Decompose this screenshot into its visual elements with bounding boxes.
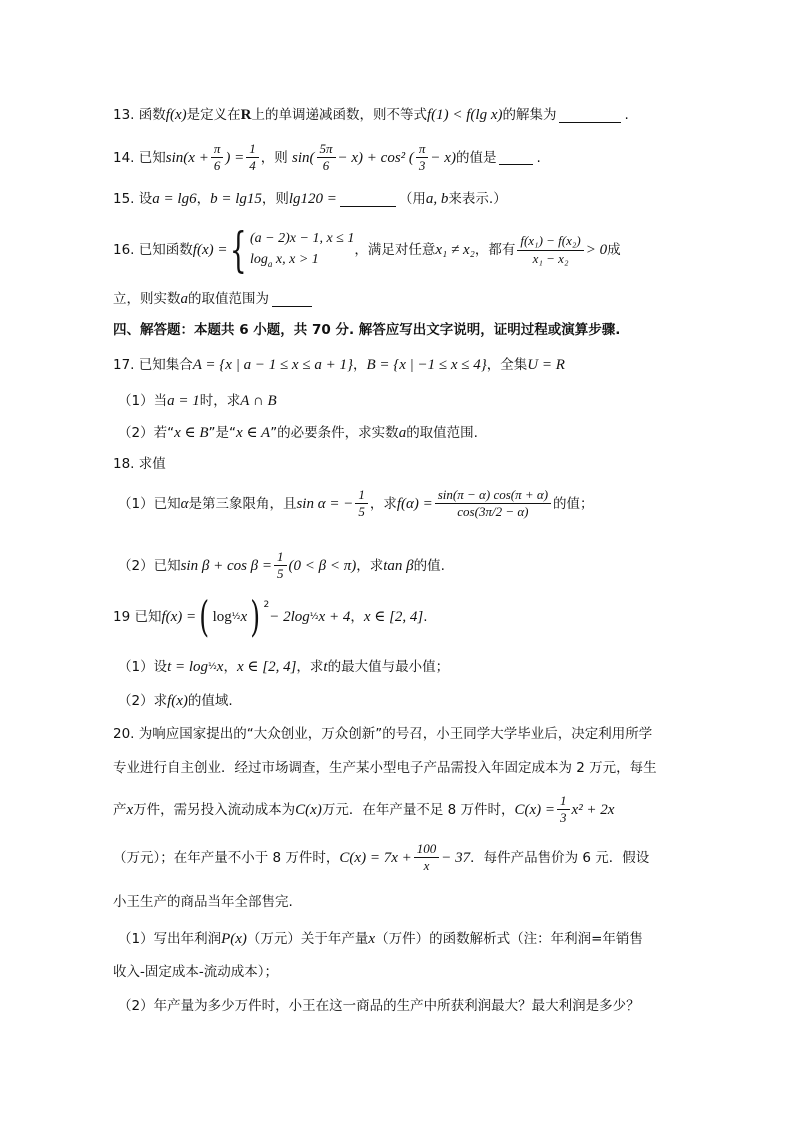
math-expr: sin β + cos β =	[180, 557, 273, 574]
math-expr: f(x) =	[192, 242, 228, 258]
math-expr: x	[126, 801, 134, 818]
math-expr: x² + 2x	[571, 801, 615, 818]
text: 设	[138, 190, 153, 207]
text: .	[624, 106, 629, 123]
case-2-rest: x, x > 1	[272, 251, 319, 267]
text: （1）当	[118, 392, 168, 409]
math-expr: t	[323, 659, 328, 675]
denominator: 5	[358, 504, 365, 520]
text: ，	[350, 608, 364, 625]
math-expr: > 0	[585, 242, 608, 258]
log-label: log	[250, 251, 268, 267]
question-19-part2	[118, 692, 233, 710]
text: 立，则实数	[113, 290, 181, 307]
numerator: π	[211, 142, 224, 158]
fraction	[274, 550, 287, 582]
text: 20. 为响应国家提出的“大众创业，万众创新”的号召，小王同学大学毕业后，决定利用所学	[113, 726, 653, 742]
answer-blank[interactable]	[499, 150, 533, 165]
question-18-part2	[118, 550, 445, 582]
text: 是第三象限角，且	[188, 495, 297, 512]
numerator: sin(π − α) cos(π + α)	[435, 488, 551, 504]
text: .	[423, 608, 428, 625]
text: （万元）关于年产量	[246, 930, 369, 947]
math-expr: x ∈ [2, 4]	[363, 609, 424, 625]
numerator: π	[416, 142, 429, 158]
math-expr: A ∩ B	[240, 393, 277, 409]
fraction	[416, 142, 429, 174]
question-16	[113, 222, 621, 278]
question-20-line3	[113, 794, 614, 826]
math-expr: x ∈ B	[174, 425, 209, 441]
math-expr: a = 1	[167, 393, 200, 409]
text: ，满足对任意	[354, 241, 436, 258]
question-20-line2	[113, 760, 657, 776]
question-number: 18.	[113, 456, 135, 472]
numerator: 1	[355, 488, 368, 504]
text: 已知函数	[138, 241, 193, 258]
question-number: 15.	[113, 190, 135, 207]
math-expr: f(x)	[167, 693, 188, 709]
math-expr: U = R	[527, 357, 565, 373]
math-expr: f(1) < f(lg x)	[426, 107, 503, 123]
text: ，全集	[486, 356, 528, 373]
question-number: 17.	[113, 356, 135, 373]
numerator: 1	[557, 794, 570, 810]
section-heading	[113, 322, 620, 338]
text: 的最大值与最小值；	[327, 658, 450, 675]
math-expr: lg120 =	[288, 191, 337, 207]
question-18-part1	[118, 488, 594, 520]
log-base: ½	[231, 611, 241, 622]
text: （2）求	[118, 692, 168, 709]
fraction	[355, 488, 368, 520]
text: （2）年产量为多少万件时，小王在这一商品的生产中所获利润最大？最大利润是多少？	[118, 998, 640, 1014]
math-expr: − x) + cos² (	[337, 149, 414, 166]
numerator: 100	[414, 842, 440, 858]
left-brace-icon: {	[230, 222, 248, 278]
text: ，求	[369, 495, 397, 512]
math-expr: C(x)	[295, 801, 322, 818]
right-paren-icon: )	[250, 592, 261, 641]
question-14	[113, 142, 541, 174]
text: ，则	[261, 190, 289, 207]
text: 的取值范围.	[406, 424, 478, 441]
answer-blank[interactable]	[559, 108, 621, 123]
text: 求值	[138, 456, 166, 472]
question-number: 13.	[113, 106, 135, 123]
denominator: 3	[560, 810, 567, 826]
text: （万件）的函数解析式（注：年利润=年销售	[375, 930, 643, 947]
text: （2）已知	[118, 557, 181, 574]
math-expr: a	[180, 291, 188, 307]
numerator: f(x₁) − f(x₂)	[517, 234, 583, 250]
math-expr: R	[240, 107, 252, 123]
log-label: log	[212, 609, 232, 625]
text: 万件，需另投入流动成本为	[133, 801, 296, 818]
fraction	[435, 488, 551, 520]
text: （1）设	[118, 658, 168, 675]
text: ，	[196, 190, 211, 207]
text: 已知	[134, 608, 162, 625]
question-20-part1-line2	[113, 964, 278, 980]
text: ．每件产品售价为 6 元．假设	[470, 849, 650, 866]
question-17	[113, 356, 565, 374]
text: 收入-固定成本-流动成本）；	[113, 964, 278, 980]
math-expr: C(x) =	[514, 801, 556, 818]
math-expr: a = lg6	[152, 191, 197, 207]
numerator: 5π	[317, 142, 336, 158]
text: ，	[352, 356, 367, 373]
question-15	[113, 190, 507, 208]
question-number: 19	[113, 608, 131, 625]
math-expr: sin(	[292, 149, 315, 166]
left-paren-icon: (	[199, 592, 210, 641]
denominator: x₁ − x₂	[532, 250, 569, 266]
question-number: 16.	[113, 241, 135, 258]
math-expr: x₁ ≠ x₂	[435, 242, 475, 258]
question-19-part1	[118, 658, 449, 676]
math-expr: tan β	[383, 557, 414, 574]
text: ”的必要条件，求实数	[270, 424, 399, 441]
log-base: ½	[309, 611, 319, 622]
text: 的值；	[553, 495, 594, 512]
denominator: 3	[418, 158, 426, 174]
question-20-part1	[118, 930, 643, 948]
question-19	[113, 592, 428, 641]
numerator: 1	[274, 550, 287, 566]
section-title: 四、解答题：本题共 6 小题，共 70 分. 解答应写出文字说明，证明过程或演算步骤.	[113, 322, 621, 338]
text: 函数	[138, 106, 166, 123]
text: 已知	[138, 149, 166, 166]
math-expr: a	[398, 425, 407, 441]
math-expr: x ∈ A	[236, 425, 271, 441]
text: 时，求	[199, 392, 241, 409]
text: 的值域.	[187, 692, 233, 709]
math-expr: P(x)	[221, 931, 247, 947]
math-expr: A = {x | a − 1 ≤ x ≤ a + 1}	[192, 357, 353, 373]
text: 的解集为	[502, 106, 557, 123]
math-expr: − 2log	[269, 609, 310, 625]
denominator: cos(3π/2 − α)	[457, 504, 529, 520]
text: ”是“	[208, 424, 237, 441]
square-exponent: 2	[263, 599, 270, 610]
math-expr: C(x) = 7x +	[339, 849, 412, 866]
text: 小王生产的商品当年全部售完.	[113, 894, 293, 910]
text: 上的单调递减函数，则不等式	[251, 106, 427, 123]
question-20	[113, 726, 652, 742]
math-expr: x + 4	[318, 609, 351, 625]
question-17-part2	[118, 424, 478, 442]
fraction	[414, 842, 440, 874]
log-base: ½	[208, 661, 217, 672]
math-expr: α	[180, 495, 189, 512]
question-20-line5	[113, 894, 293, 910]
math-expr: x	[368, 931, 376, 947]
log-base: a	[267, 258, 273, 269]
numerator: 1	[246, 142, 259, 158]
question-20-part2	[118, 998, 640, 1014]
fraction	[557, 794, 570, 826]
math-expr: − 37	[441, 849, 471, 866]
math-expr: t = log	[167, 659, 209, 675]
text: ，求	[356, 557, 384, 574]
math-expr: − x)	[430, 149, 456, 166]
text: 专业进行自主创业．经过市场调查，生产某小型电子产品需投入年固定成本为 2 万元，每生	[113, 760, 657, 776]
case-2	[250, 250, 354, 271]
fraction	[317, 142, 336, 174]
math-expr: a, b	[425, 191, 449, 207]
math-expr: B = {x | −1 ≤ x ≤ 4}	[366, 357, 487, 373]
piecewise-cases	[250, 229, 354, 270]
text: ，都有	[474, 241, 516, 258]
math-expr: x ∈ [2, 4]	[236, 659, 297, 675]
answer-blank[interactable]	[272, 292, 312, 307]
question-20-line4	[113, 842, 649, 874]
question-18	[113, 456, 166, 472]
text: （1）写出年利润	[118, 930, 222, 947]
text: （1）已知	[118, 495, 181, 512]
math-expr: (0 < β < π)	[288, 557, 357, 574]
text: ，求	[296, 658, 324, 675]
text: .	[536, 149, 541, 166]
text: 已知集合	[138, 356, 193, 373]
question-16-line2	[113, 290, 315, 308]
question-13	[113, 106, 629, 124]
math-expr: x	[216, 659, 224, 675]
text: ，则	[260, 149, 288, 166]
math-expr: f(x)	[165, 107, 187, 123]
text: （2）若“	[118, 424, 175, 441]
text: 的值.	[413, 557, 445, 574]
text: 产	[113, 801, 127, 818]
text: （万元）；在年产量不小于 8 万件时，	[113, 849, 340, 866]
text: （用	[398, 190, 426, 207]
denominator: 6	[213, 158, 221, 174]
text: ，	[223, 658, 237, 675]
text: 的取值范围为	[188, 290, 269, 307]
denominator: 4	[249, 158, 256, 174]
denominator: 5	[277, 566, 284, 582]
math-expr: x	[240, 609, 248, 625]
math-expr: f(α) =	[396, 495, 433, 512]
text: 是定义在	[186, 106, 241, 123]
text: 的值是	[455, 149, 497, 166]
math-expr: sin α = −	[296, 495, 354, 512]
math-expr: f(x) =	[161, 609, 197, 625]
denominator: x	[423, 858, 430, 874]
math-expr: sin(x +	[165, 149, 209, 166]
math-expr: b = lg15	[210, 191, 262, 207]
question-17-part1	[118, 392, 277, 410]
text: 万元．在年产量不足 8 万件时，	[321, 801, 515, 818]
math-expr: ) =	[225, 149, 245, 166]
text: 成	[607, 241, 621, 258]
question-number: 14.	[113, 149, 135, 166]
text: 来表示.）	[448, 190, 507, 207]
fraction	[517, 234, 583, 266]
denominator: 6	[322, 158, 330, 174]
fraction	[246, 142, 259, 174]
fraction	[211, 142, 224, 174]
answer-blank[interactable]	[340, 192, 396, 207]
case-1: (a − 2)x − 1, x ≤ 1	[250, 231, 355, 247]
